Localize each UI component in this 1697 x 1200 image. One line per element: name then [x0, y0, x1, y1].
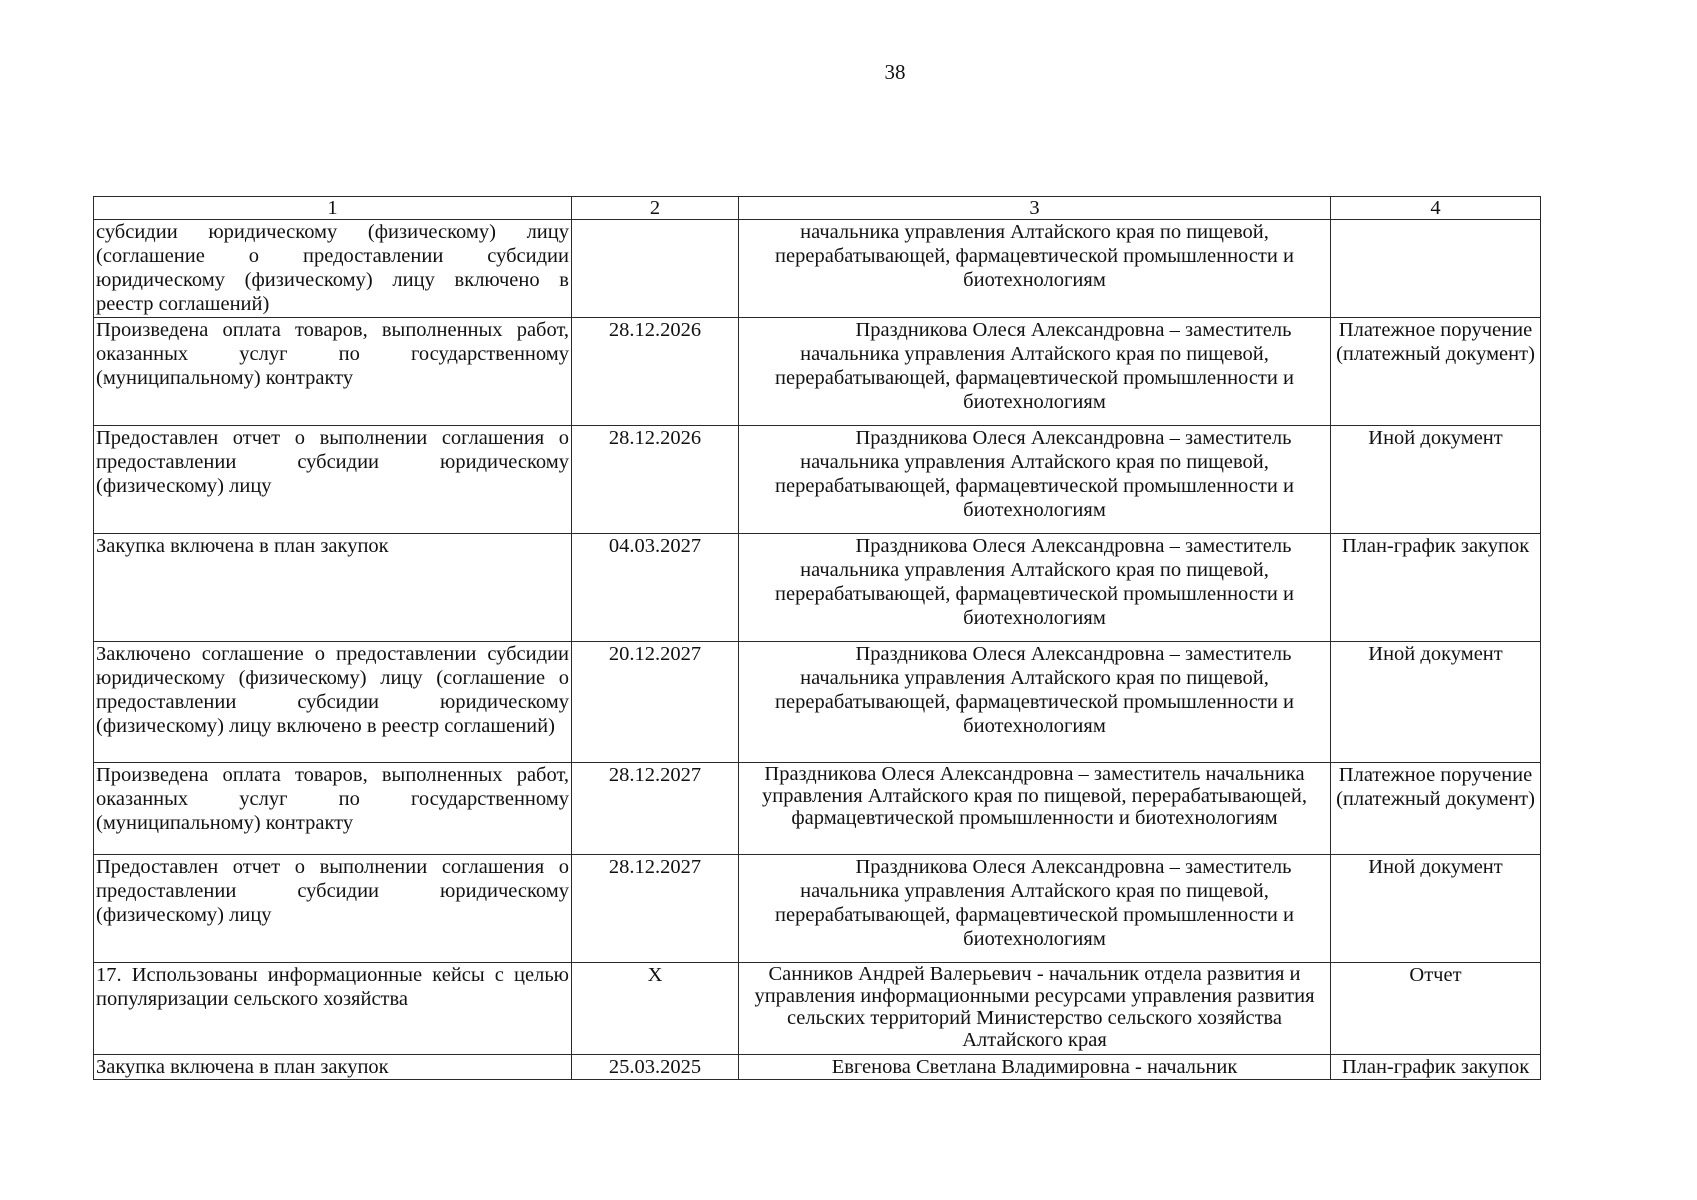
event-cell: субсидии юридическому (физическому) лицу (соглашение о предоставлении субсидии юридическому (физическому) лицу включено в реестр соглашений)	[94, 220, 572, 318]
table-row	[94, 1055, 1541, 1080]
table-row	[94, 855, 1541, 963]
responsible-text: Праздникова Олеся Александровна – заместитель начальника управления Алтайского края по пищевой, перерабатывающей, фармацевтической промышленности и биотехнологиям	[775, 856, 1294, 950]
responsible-text: Евгенова Светлана Владимировна - начальник	[831, 1056, 1238, 1078]
column-header: 1	[94, 197, 572, 220]
document-type-cell: План-график закупок	[1331, 1055, 1541, 1080]
document-type-cell: Платежное поручение (платежный документ)	[1331, 763, 1541, 855]
date-cell: 28.12.2027	[572, 763, 739, 855]
event-cell: Предоставлен отчет о выполнении соглашения о предоставлении субсидии юридическому (физическому) лицу	[94, 426, 572, 534]
document-table	[93, 196, 1541, 1080]
responsible-text: начальника управления Алтайского края по пищевой, перерабатывающей, фармацевтической промышленности и биотехнологиям	[775, 221, 1294, 291]
event-cell: Произведена оплата товаров, выполненных работ, оказанных услуг по государственному (муниципальному) контракту	[94, 318, 572, 426]
table-row	[94, 642, 1541, 763]
event-cell: Заключено соглашение о предоставлении субсидии юридическому (физическому) лицу (соглашение о предоставлении субсидии юридическому (физическому) лицу включено в реестр соглашений)	[94, 642, 572, 763]
table-row	[94, 963, 1541, 1055]
event-cell: Закупка включена в план закупок	[94, 534, 572, 642]
table-row	[94, 534, 1541, 642]
document-type-cell: Отчет	[1331, 963, 1541, 1055]
date-cell: 20.12.2027	[572, 642, 739, 763]
table-row	[94, 220, 1541, 318]
responsible-cell	[739, 426, 1331, 534]
date-cell: 04.03.2027	[572, 534, 739, 642]
table-row	[94, 426, 1541, 534]
responsible-text: Праздникова Олеся Александровна – заместитель начальника управления Алтайского края по пищевой, перерабатывающей, фармацевтической промышленности и биотехнологиям	[775, 535, 1294, 629]
responsible-cell	[739, 534, 1331, 642]
responsible-text: Праздникова Олеся Александровна – заместитель начальника управления Алтайского края по пищевой, перерабатывающей, фармацевтической промышленности и биотехнологиям	[775, 427, 1294, 521]
responsible-cell	[739, 855, 1331, 963]
date-cell: 28.12.2026	[572, 426, 739, 534]
column-header: 4	[1331, 197, 1541, 220]
date-cell	[572, 220, 739, 318]
date-cell: 25.03.2025	[572, 1055, 739, 1080]
responsible-cell	[739, 1055, 1331, 1080]
responsible-cell	[739, 318, 1331, 426]
column-header: 2	[572, 197, 739, 220]
responsible-text: Праздникова Олеся Александровна – заместитель начальника управления Алтайского края по пищевой, перерабатывающей, фармацевтической промышленности и биотехнологиям	[775, 319, 1294, 413]
responsible-text: Праздникова Олеся Александровна – заместитель начальника управления Алтайского края по пищевой, перерабатывающей, фармацевтической промышленности и биотехнологиям	[761, 763, 1307, 829]
table-header-row	[94, 197, 1541, 220]
document-type-cell: Иной документ	[1331, 642, 1541, 763]
document-type-cell: Иной документ	[1331, 426, 1541, 534]
event-cell: Закупка включена в план закупок	[94, 1055, 572, 1080]
date-cell: 28.12.2026	[572, 318, 739, 426]
responsible-cell	[739, 763, 1331, 855]
date-cell: X	[572, 963, 739, 1055]
document-type-cell: Платежное поручение (платежный документ)	[1331, 318, 1541, 426]
responsible-cell	[739, 963, 1331, 1055]
table-row	[94, 763, 1541, 855]
page-number: 38	[884, 60, 906, 84]
date-cell: 28.12.2027	[572, 855, 739, 963]
document-type-cell	[1331, 220, 1541, 318]
responsible-cell	[739, 220, 1331, 318]
table-row	[94, 318, 1541, 426]
document-type-cell: Иной документ	[1331, 855, 1541, 963]
column-header: 3	[739, 197, 1331, 220]
event-cell: Предоставлен отчет о выполнении соглашения о предоставлении субсидии юридическому (физическому) лицу	[94, 855, 572, 963]
event-cell: 17. Использованы информационные кейсы с целью популяризации сельского хозяйства	[94, 963, 572, 1055]
responsible-text: Санников Андрей Валерьевич - начальник отдела развития и управления информационными ресурсами управления развития сельских территорий Министерство сельского хозяйства Алтайского края	[754, 963, 1315, 1051]
responsible-cell	[739, 642, 1331, 763]
document-type-cell: План-график закупок	[1331, 534, 1541, 642]
responsible-text: Праздникова Олеся Александровна – заместитель начальника управления Алтайского края по пищевой, перерабатывающей, фармацевтической промышленности и биотехнологиям	[775, 643, 1294, 737]
event-cell: Произведена оплата товаров, выполненных работ, оказанных услуг по государственному (муниципальному) контракту	[94, 763, 572, 855]
